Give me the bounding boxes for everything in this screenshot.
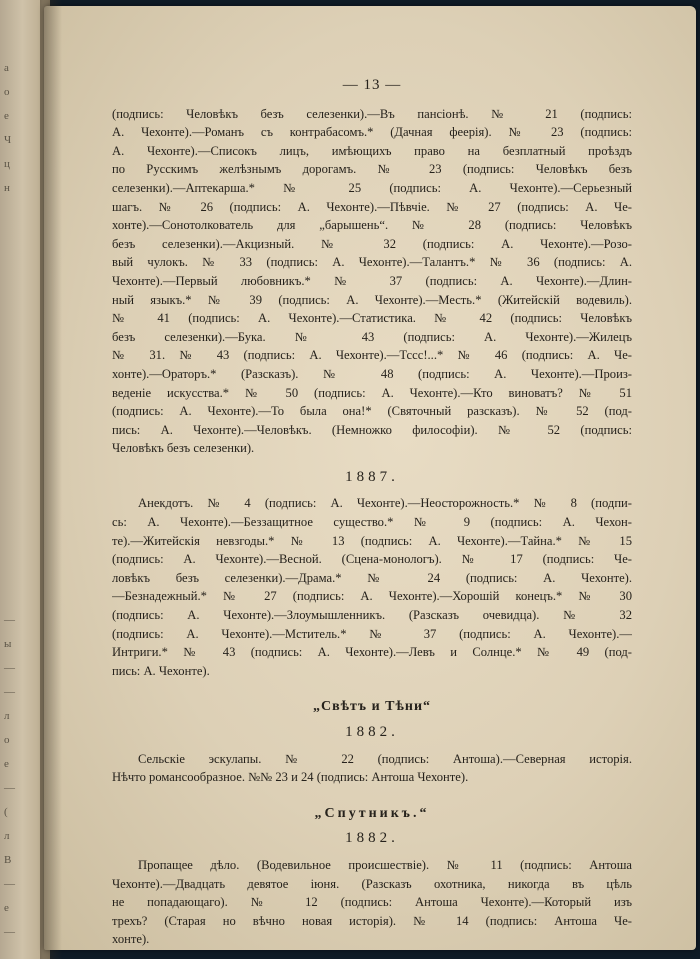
text-line: (подпись: А. Чехонте).—Весной. (Сцена-монологъ). № 17 (подпись: Че- (112, 552, 632, 567)
text-line: сь: А. Чехонте).—Беззащитное существо.* № 9 (подпись: А. Чехон- (112, 515, 632, 530)
prev-page-fragment: ы (4, 638, 12, 650)
text-line: (подпись: А. Чехонте).—Мститель.* № 37 (подпись: А. Чехонте).— (112, 626, 632, 641)
prev-page-fragment: — (4, 614, 15, 626)
section-year-svet-i-teni: 1882. (345, 724, 399, 740)
text-line: по Русскимъ желѣзнымъ дорогамъ. № 23 (подпись: Человѣкъ безъ (112, 162, 632, 177)
text-line: ловѣкъ безъ селезенки).—Драма.* № 24 (подпись: А. Чехонте). (112, 570, 632, 585)
text-line: вый чулокъ. № 33 (подпись: А. Чехонте).—Талантъ.* № 36 (подпись: А. (112, 255, 632, 270)
text-line: (подпись: А. Чехонте).—То была она!* (Святочный разсказъ). № 52 (под- (112, 404, 632, 419)
text-line: безъ селезенки).—Акцизный. № 32 (подпись: А. Чехонте).—Розо- (112, 236, 632, 251)
text-line: Чехонте).—Первый любовникъ.* № 37 (подпись: А. Чехонте).—Длин- (112, 273, 632, 288)
page-content (112, 76, 632, 949)
bibliography-block-1887 (112, 494, 632, 680)
text-line: ный языкъ.* № 39 (подпись: А. Чехонте).—Месть.* (Житейскій водевиль). (112, 292, 632, 307)
text-line: —Безнадежный.* № 27 (подпись: А. Чехонте).—Хорошій конецъ.* № 30 (112, 589, 632, 604)
prev-page-fragment: — (4, 926, 15, 938)
text-line: Сельскіе эскулапы. № 22 (подпись: Антоша).—Северная исторія. (138, 751, 632, 766)
text-line: трехъ? (Старая но вѣчно новая исторія). № 14 (подпись: Антоша Че- (112, 913, 632, 928)
prev-page-fragment: л (4, 710, 10, 722)
text-line: пись: А. Чехонте).—Человѣкъ. (Немножко философіи). № 52 (подпись: (112, 422, 632, 437)
section-title-svet-i-teni: „Свѣтъ и Тѣни“ (312, 699, 432, 715)
prev-page-fragment: о (4, 734, 10, 746)
section-title-sputnik: „Спутникъ.“ (314, 805, 430, 821)
gutter-shadow (40, 0, 62, 959)
prev-page-fragment: н (4, 182, 10, 194)
bibliography-block-sputnik (112, 856, 632, 949)
prev-page-fragment: — (4, 686, 15, 698)
prev-page-fragment: л (4, 830, 10, 842)
prev-page-fragment: Ч (4, 134, 12, 146)
prev-page-fragment: е (4, 758, 9, 770)
text-line: Чехонте).—Двадцать девятое іюня. (Разсказъ охотника, никогда въ цѣль (112, 876, 632, 891)
prev-page-fragment: ( (4, 806, 8, 818)
text-line: те).—Житейскія невзгоды.* № 13 (подпись: А. Чехонте).—Тайна.* № 15 (112, 533, 632, 548)
text-line: Пропащее дѣло. (Водевильное происшествіе). № 11 (подпись: Антоша (138, 857, 632, 872)
text-line: шагъ. № 26 (подпись: А. Чехонте).—Пѣвчіе. № 27 (подпись: А. Че- (112, 199, 632, 214)
text-line: хонте). (112, 932, 150, 947)
text-line: А. Чехонте).—Романъ съ контрабасомъ.* (Дачная феерія). № 23 (подпись: (112, 125, 632, 140)
text-line: № 31. № 43 (подпись: А. Чехонте).—Тссс!...* № 46 (подпись: А. Че- (112, 348, 632, 363)
text-line: хонте).—Сонотолкователь для „барышень“. № 28 (подпись: Человѣкъ (112, 218, 632, 233)
bibliography-block-1886 (112, 105, 632, 458)
prev-page-fragment: а (4, 62, 9, 74)
prev-page-fragment: В (4, 854, 12, 866)
page-number: — 13 — (342, 77, 402, 93)
text-line: не попадающаго). № 12 (подпись: Антоша Чехонте).—Который изъ (112, 895, 632, 910)
text-line: (подпись: Человѣкъ безъ селезенки).—Въ пансіонѣ. № 21 (подпись: (112, 106, 632, 121)
text-line: Нѣчто романсообразное. №№ 23 и 24 (подпись: Антоша Чехонте). (112, 770, 469, 785)
prev-page-fragment: о (4, 86, 10, 98)
prev-page-fragment: е (4, 110, 9, 122)
text-line: пись: А. Чехонте). (112, 663, 210, 678)
section-year-sputnik: 1882. (345, 830, 399, 847)
text-line: селезенки).—Аптекарша.* № 25 (подпись: А. Чехонте).—Серьезный (112, 180, 632, 195)
year-heading-1887: 1887. (345, 468, 399, 485)
text-line: Человѣкъ безъ селезенки). (112, 441, 255, 456)
text-line: (подпись: А. Чехонте).—Злоумышленникъ. (Разсказъ очевидца). № 32 (112, 608, 632, 623)
prev-page-fragment: — (4, 662, 15, 674)
bibliography-block-svet-i-teni (112, 750, 632, 787)
prev-page-fragment: — (4, 782, 15, 794)
book-page (44, 6, 696, 950)
text-line: хонте).—Ораторъ.* (Разсказъ). № 48 (подпись: А. Чехонте).—Произ- (112, 366, 632, 381)
text-line: безъ селезенки).—Бука. № 43 (подпись: А. Чехонте).—Жилецъ (112, 329, 632, 344)
prev-page-fragment: е (4, 902, 9, 914)
text-line: № 41 (подпись: А. Чехонте).—Статистика. № 42 (подпись: Человѣкъ (112, 311, 632, 326)
prev-page-fragment: ц (4, 158, 10, 170)
text-line: Анекдотъ. № 4 (подпись: А. Чехонте).—Неосторожность.* № 8 (подпи- (138, 496, 632, 511)
prev-page-fragment: — (4, 878, 15, 890)
text-line: А. Чехонте).—Списокъ лицъ, имѣющихъ право на безплатный проѣздъ (112, 143, 632, 158)
text-line: веденіе искусства.* № 50 (подпись: А. Чехонте).—Кто виноватъ? № 51 (112, 385, 632, 400)
text-line: Интриги.* № 43 (подпись: А. Чехонте).—Левъ и Солнце.* № 49 (под- (112, 645, 632, 660)
